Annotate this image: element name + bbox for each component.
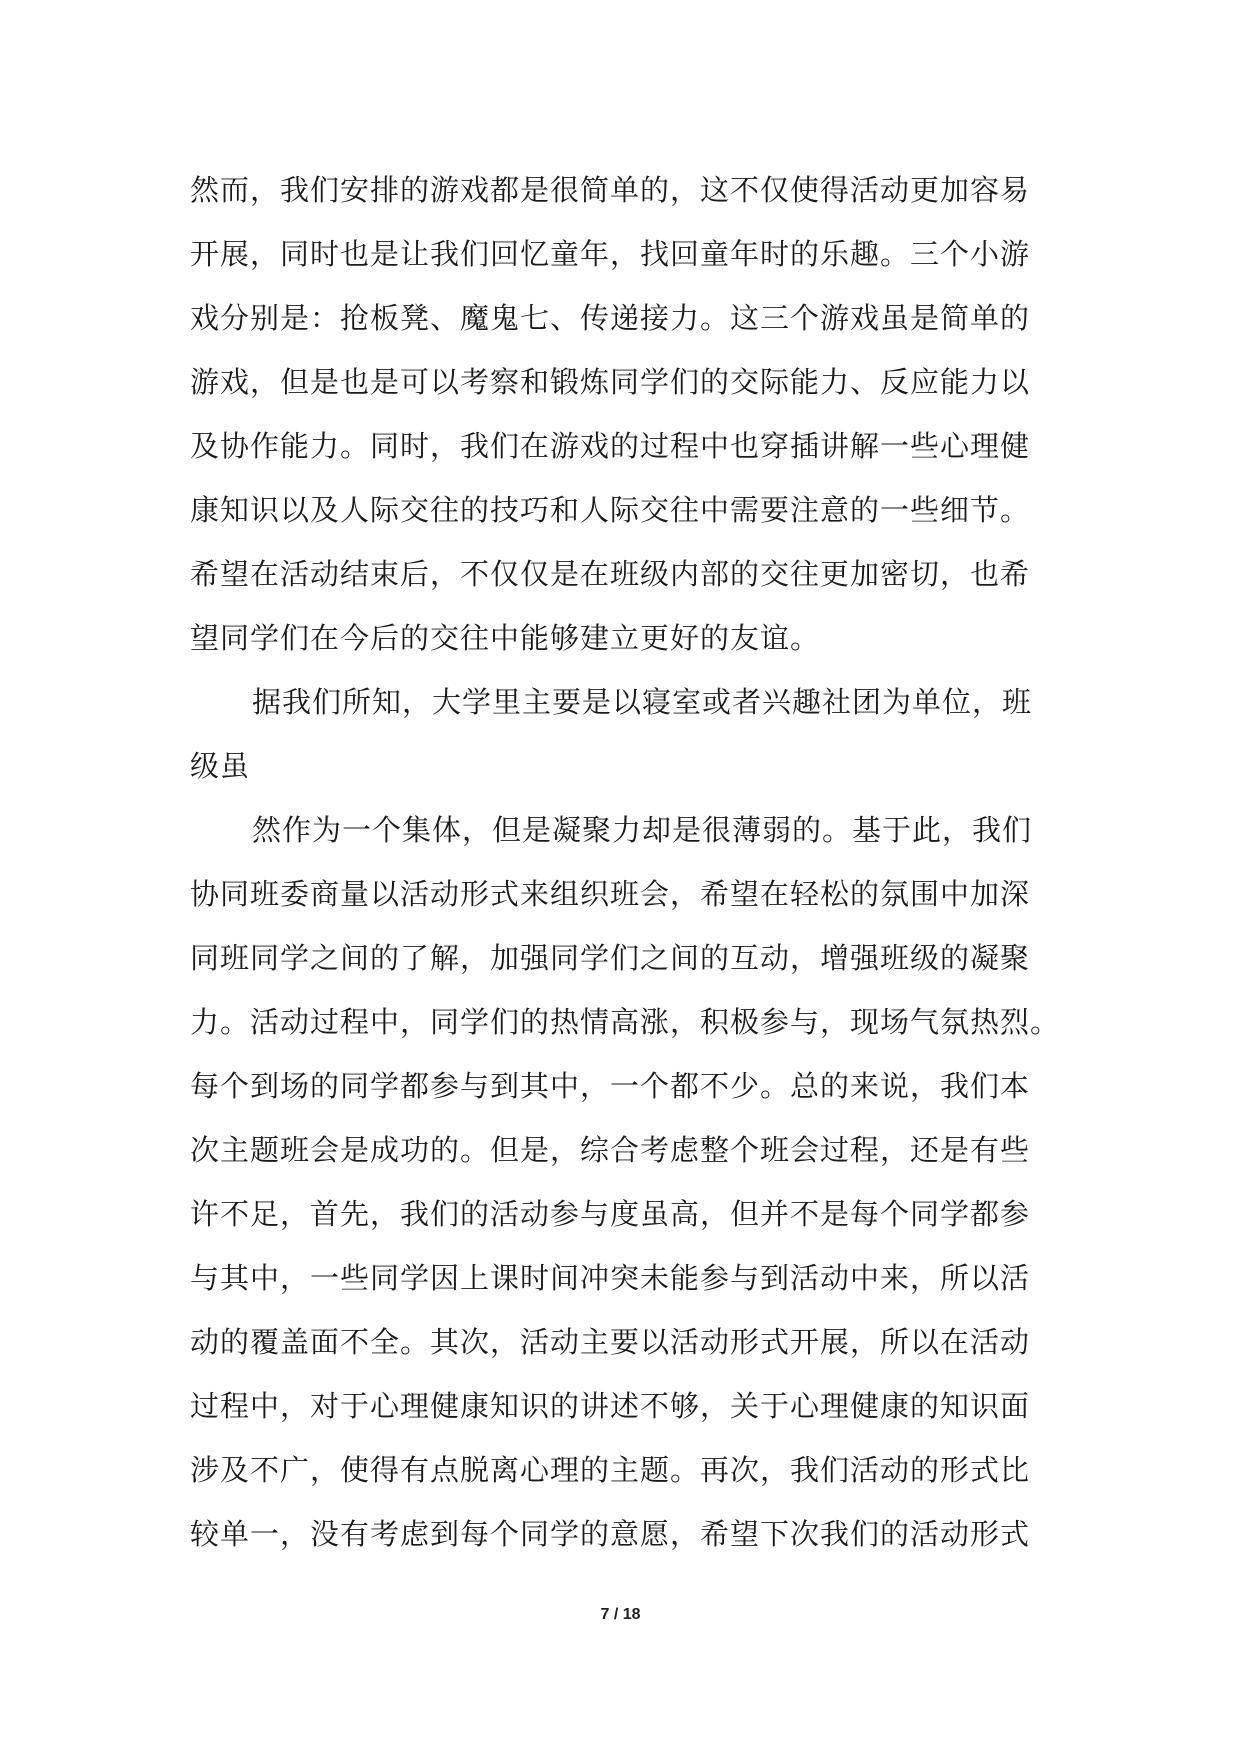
text-line: 涉及不广，使得有点脱离心理的主题。再次，我们活动的形式比 xyxy=(190,1453,1031,1487)
text-line: 每个到场的同学都参与到其中，一个都不少。总的来说，我们本 xyxy=(190,1069,1031,1103)
text-line: 同班同学之间的了解，加强同学们之间的互动，增强班级的凝聚 xyxy=(190,941,1031,975)
text-line: 然而，我们安排的游戏都是很简单的，这不仅使得活动更加容易 xyxy=(190,173,1031,207)
text-line: 开展，同时也是让我们回忆童年，找回童年时的乐趣。三个小游 xyxy=(190,237,1031,271)
text-line: 动的覆盖面不全。其次，活动主要以活动形式开展，所以在活动 xyxy=(190,1325,1031,1359)
text-line: 次主题班会是成功的。但是，综合考虑整个班会过程，还是有些 xyxy=(190,1133,1031,1167)
text-line: 游戏，但是也是可以考察和锻炼同学们的交际能力、反应能力以 xyxy=(190,365,1031,399)
page-number: 7 / 18 xyxy=(600,1606,641,1623)
text-line: 与其中，一些同学因上课时间冲突未能参与到活动中来，所以活 xyxy=(190,1261,1031,1295)
text-line: 希望在活动结束后，不仅仅是在班级内部的交往更加密切，也希 xyxy=(190,557,1031,591)
paragraph-start-line: 据我们所知，大学里主要是以寝室或者兴趣社团为单位，班 xyxy=(252,685,1033,719)
paragraph-start-line: 然作为一个集体，但是凝聚力却是很薄弱的。基于此，我们 xyxy=(252,813,1033,847)
body-text xyxy=(190,158,1070,1566)
text-line: 较单一，没有考虑到每个同学的意愿，希望下次我们的活动形式 xyxy=(190,1517,1031,1551)
text-line: 戏分别是：抢板凳、魔鬼七、传递接力。这三个游戏虽是简单的 xyxy=(190,301,1031,335)
text-line: 过程中，对于心理健康知识的讲述不够，关于心理健康的知识面 xyxy=(190,1389,1031,1423)
text-line: 力。活动过程中，同学们的热情高涨，积极参与，现场气氛热烈。 xyxy=(190,1005,1061,1039)
text-line: 康知识以及人际交往的技巧和人际交往中需要注意的一些细节。 xyxy=(190,493,1031,527)
text-line: 协同班委商量以活动形式来组织班会，希望在轻松的氛围中加深 xyxy=(190,877,1031,911)
text-line: 许不足，首先，我们的活动参与度虽高，但并不是每个同学都参 xyxy=(190,1197,1031,1231)
text-line: 级虽 xyxy=(190,749,251,783)
text-line: 及协作能力。同时，我们在游戏的过程中也穿插讲解一些心理健 xyxy=(190,429,1031,463)
text-line: 望同学们在今后的交往中能够建立更好的友谊。 xyxy=(190,621,821,655)
